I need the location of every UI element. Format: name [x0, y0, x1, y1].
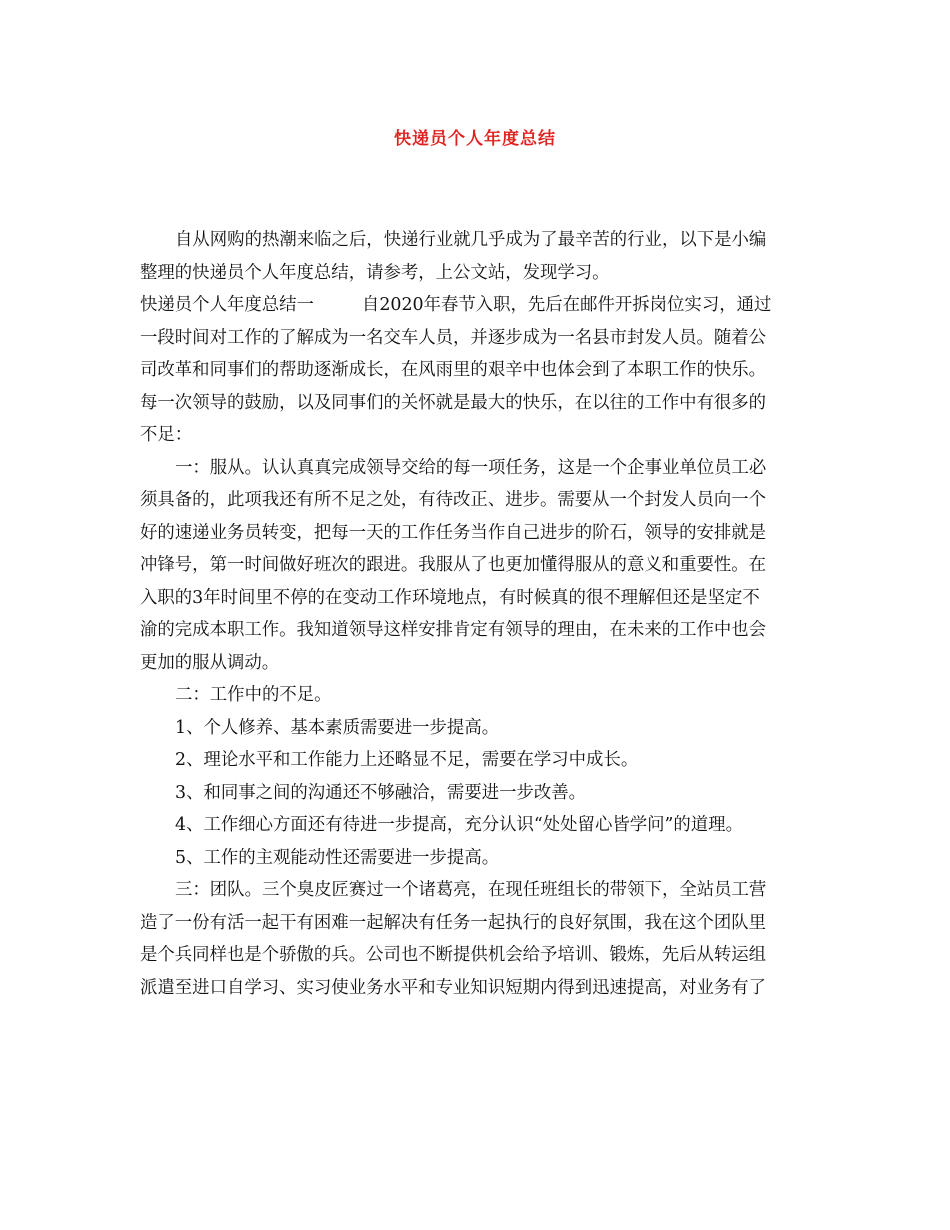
paragraph-line: 是个兵同样也是个骄傲的兵。公司也不断提供机会给予培训、锻炼，先后从转运组: [140, 945, 767, 965]
paragraph-line: 整理的快递员个人年度总结，请参考，上公文站，发现学习。: [140, 262, 610, 283]
paragraph-line: 二：工作中的不足。: [175, 685, 332, 705]
paragraph-line: [140, 289, 812, 322]
paragraph-line: 自从网购的热潮来临之后，快递行业就几乎成为了最辛苦的行业，以下是小编: [175, 230, 767, 250]
paragraph-line: 冲锋号，第一时间做好班次的跟进。我服从了也更加懂得服从的意义和重要性。在: [140, 555, 767, 575]
list-item: 2、理论水平和工作能力上还略显不足，需要在学习中成长。: [175, 750, 639, 770]
list-item: 4、工作细心方面还有待进一步提高，充分认识“处处留心皆学问”的道理。: [175, 815, 743, 835]
paragraph-line: 不足：: [140, 425, 193, 445]
list-item: 5、工作的主观能动性还需要进一步提高。: [175, 847, 500, 868]
paragraph-text: 自2020年春节入职，先后在邮件开拆岗位实习，通过: [361, 295, 772, 315]
paragraph-line: 好的速递业务员转变，把每一天的工作任务当作自己进步的阶石，领导的安排就是: [140, 522, 767, 543]
list-item: 1、个人修养、基本素质需要进一步提高。: [175, 717, 500, 738]
document-body: [140, 224, 812, 1004]
paragraph-line: 每一次领导的鼓励，以及同事们的关怀就是最大的快乐，在以往的工作中有很多的: [140, 392, 767, 413]
paragraph-line: 更加的服从调动。: [140, 652, 280, 673]
section-heading: 快递员个人年度总结一: [140, 295, 314, 315]
paragraph-line: 须具备的，此项我还有所不足之处，有待改正、进步。需要从一个封发人员向一个: [140, 490, 767, 510]
paragraph-line: 司改革和同事们的帮助逐渐成长，在风雨里的艰辛中也体会到了本职工作的快乐。: [140, 360, 767, 380]
paragraph-line: 派遣至进口自学习、实习使业务水平和专业知识短期内得到迅速提高，对业务有了: [140, 977, 767, 998]
paragraph-line: 一段时间对工作的了解成为一名交车人员，并逐步成为一名县市封发人员。随着公: [140, 327, 767, 348]
list-item: 3、和同事之间的沟通还不够融洽，需要进一步改善。: [175, 782, 587, 803]
paragraph-line: 入职的3年时间里不停的在变动工作环境地点，有时候真的很不理解但还是坚定不: [140, 587, 760, 608]
document-title: 快递员个人年度总结: [394, 129, 556, 149]
paragraph-line: 三：团队。三个臭皮匠赛过一个诸葛亮，在现任班组长的带领下，全站员工营: [175, 880, 767, 900]
paragraph-line: 渝的完成本职工作。我知道领导这样安排肯定有领导的理由，在未来的工作中也会: [140, 620, 767, 640]
paragraph-line: 一：服从。认认真真完成领导交给的每一项任务，这是一个企事业单位员工必: [175, 457, 767, 478]
paragraph-line: 造了一份有活一起干有困难一起解决有任务一起执行的良好氛围，我在这个团队里: [140, 912, 767, 933]
